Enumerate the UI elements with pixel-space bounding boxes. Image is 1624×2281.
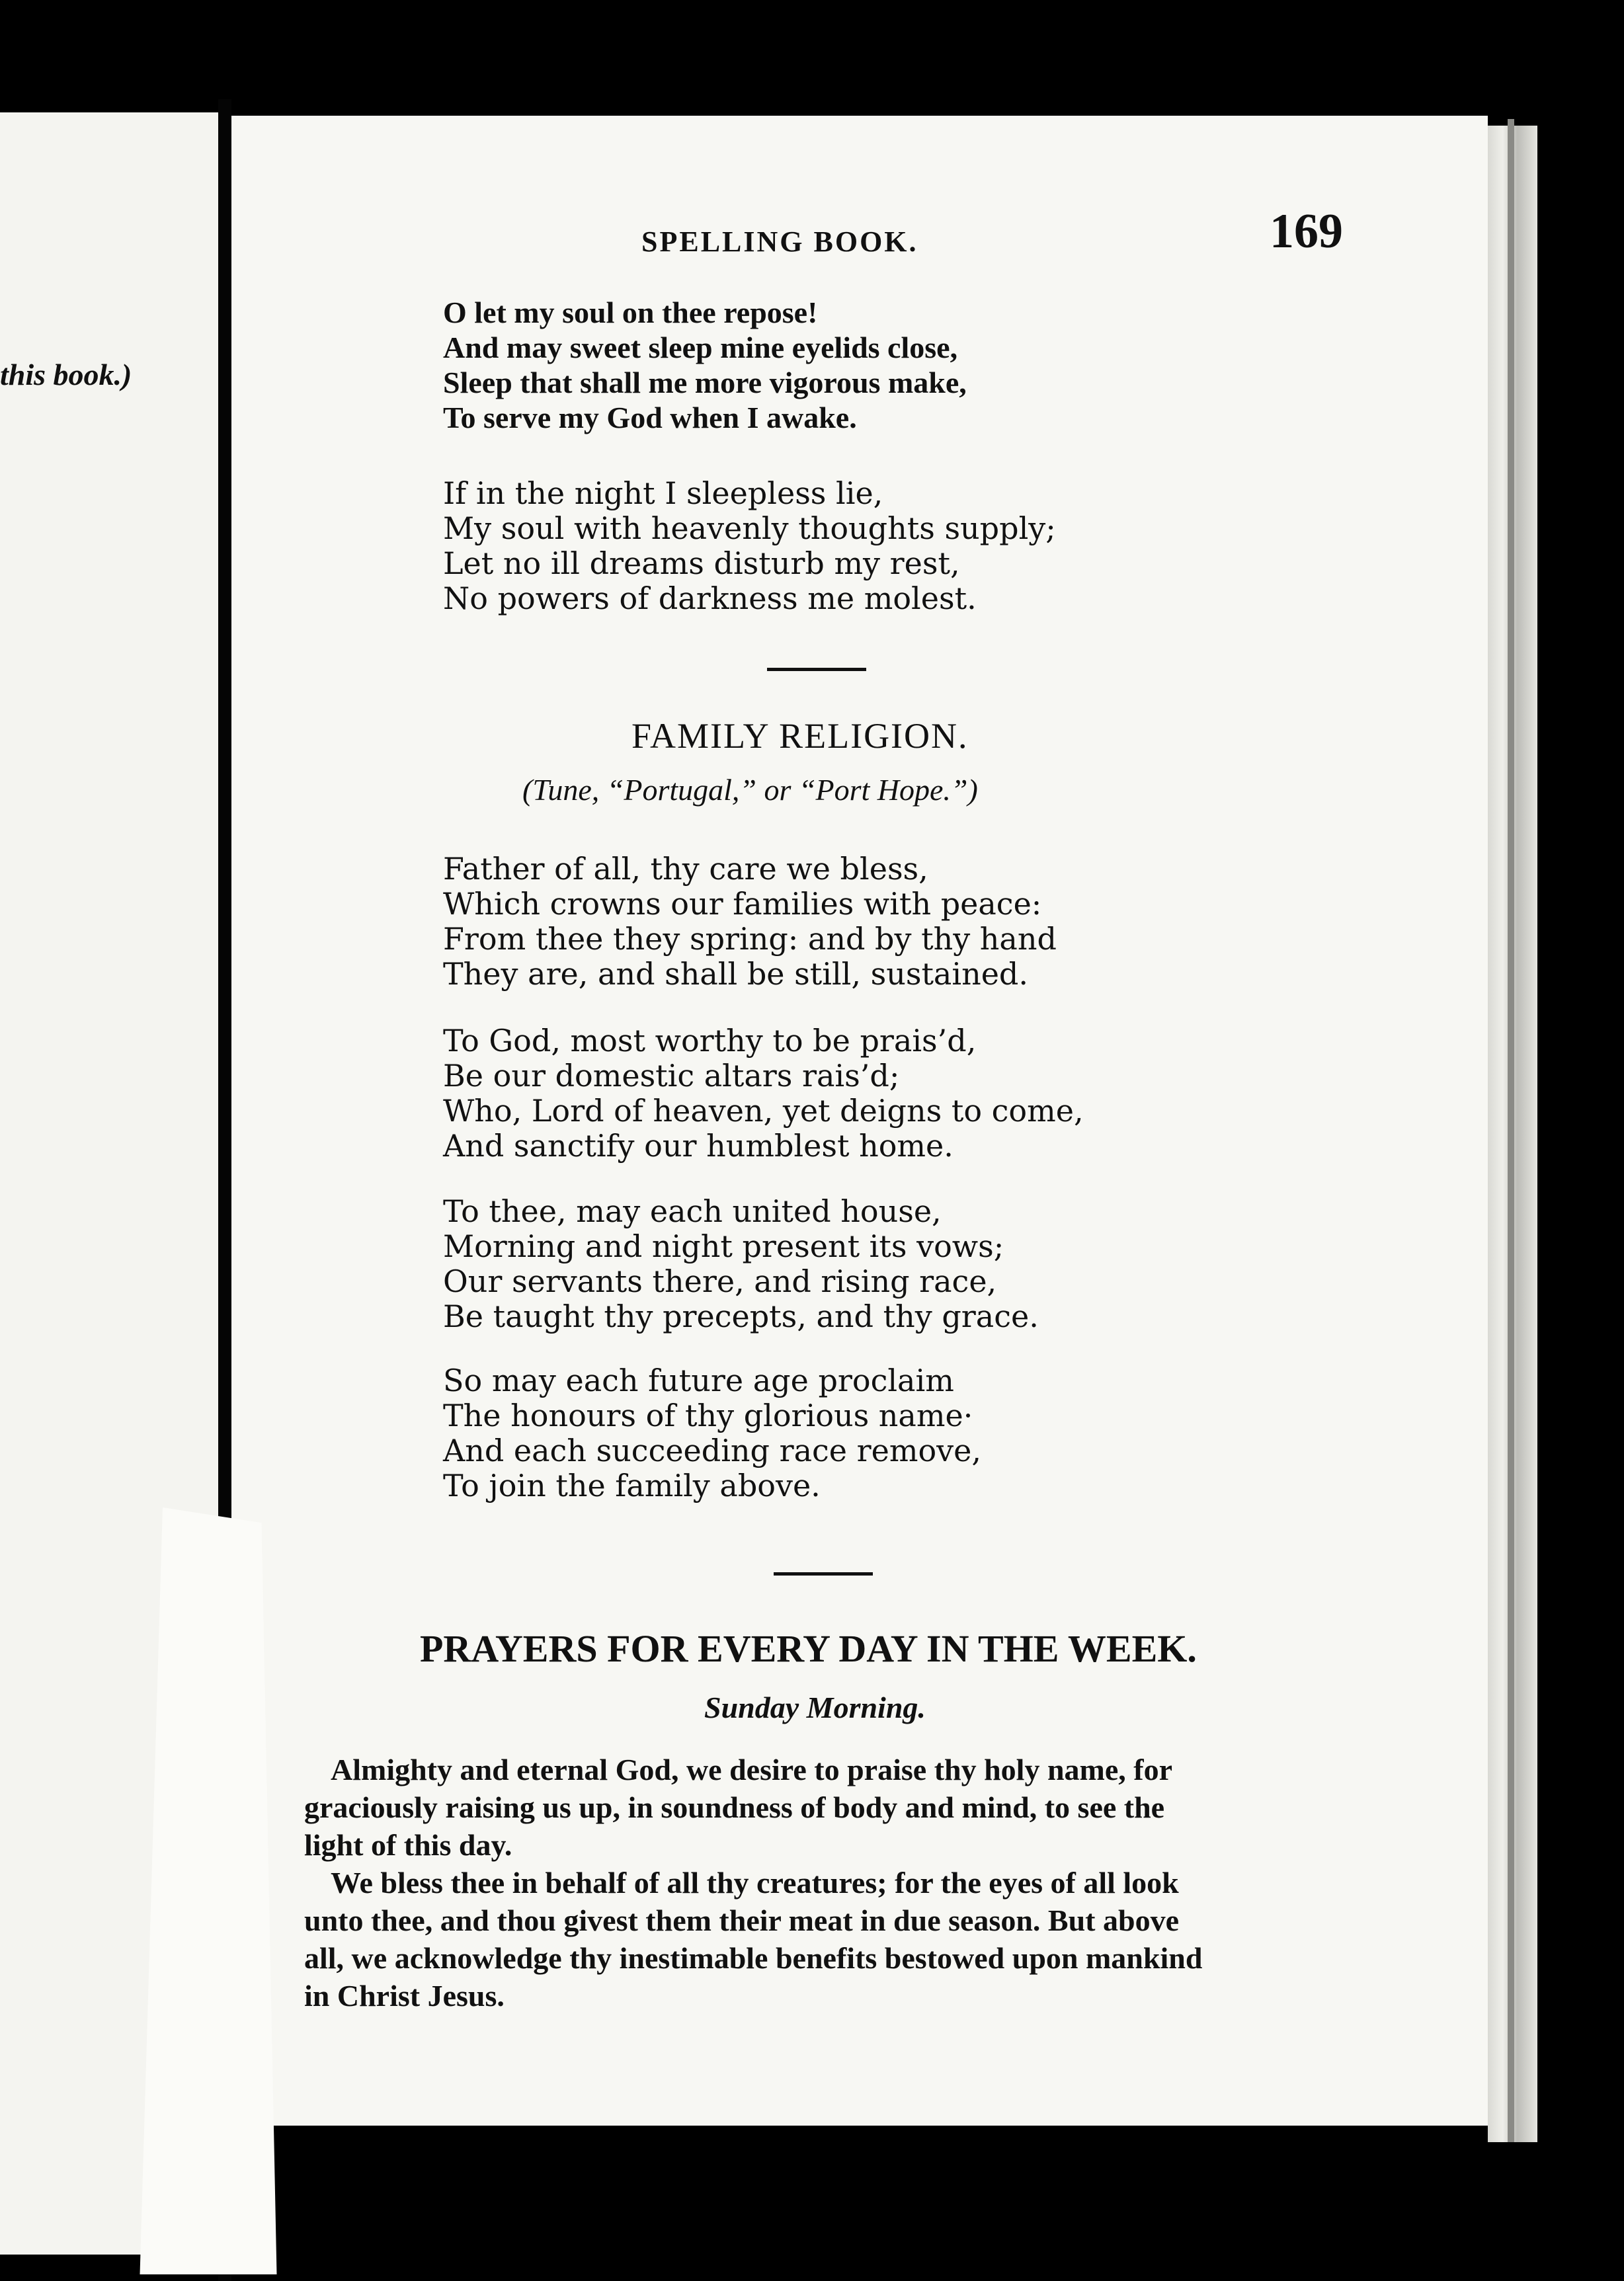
verse-line: To join the family above. <box>443 1468 821 1503</box>
verse-line: Which crowns our families with peace: <box>443 886 1042 922</box>
prose-line: in Christ Jesus. <box>304 1979 505 2013</box>
hymn-stanza <box>443 476 1056 616</box>
prose-line: unto thee, and thou givest them their meat in due season. But above <box>304 1903 1179 1937</box>
verse-line: From thee they spring: and by thy hand <box>443 921 1057 957</box>
prayers-title: PRAYERS FOR EVERY DAY IN THE WEEK. <box>420 1627 1197 1670</box>
prose-line: Almighty and eternal God, we desire to praise thy holy name, for <box>331 1753 1173 1786</box>
verse-line: Let no ill dreams disturb my rest, <box>443 545 960 581</box>
prose-line: light of this day. <box>304 1828 512 1862</box>
verse-line: If in the night I sleepless lie, <box>443 475 883 511</box>
section-rule <box>774 1572 873 1576</box>
verse-line: To thee, may each united house, <box>443 1193 942 1229</box>
hymn-stanza <box>443 295 967 435</box>
verse-line: No powers of darkness me molest. <box>443 580 977 616</box>
verse-line: And sanctify our humblest home. <box>443 1128 954 1164</box>
verse-line: My soul with heavenly thoughts supply; <box>443 510 1056 546</box>
verse-line: Who, Lord of heaven, yet deigns to come, <box>443 1093 1084 1129</box>
verse-line: They are, and shall be still, sustained. <box>443 956 1028 992</box>
page-number: 169 <box>1270 204 1343 259</box>
section-rule <box>767 668 866 671</box>
verse-line: And may sweet sleep mine eyelids close, <box>443 331 958 364</box>
verse-line: To God, most worthy to be prais’d, <box>443 1023 977 1059</box>
verse-line: The honours of thy glorious name· <box>443 1398 973 1433</box>
verse-line: Be taught thy precepts, and thy grace. <box>443 1299 1039 1334</box>
tune-note: (Tune, “Portugal,” or “Port Hope.”) <box>522 773 978 807</box>
page-edge-shadow <box>1508 119 1514 2142</box>
prose-line: all, we acknowledge thy inestimable benefits bestowed upon mankind <box>304 1941 1203 1975</box>
prose-line: We bless thee in behalf of all thy creatures; for the eyes of all look <box>331 1866 1179 1900</box>
verse-line: O let my soul on thee repose! <box>443 296 818 329</box>
verse-line: Morning and night present its vows; <box>443 1228 1004 1264</box>
hymn-stanza <box>443 1023 1084 1164</box>
verse-line: Father of all, thy care we bless, <box>443 851 928 887</box>
facing-page-fragment: this book.) <box>0 358 132 391</box>
prayer-text <box>304 1751 1362 2015</box>
verse-line: So may each future age proclaim <box>443 1363 954 1398</box>
verse-line: And each succeeding race remove, <box>443 1433 982 1468</box>
verse-line: Our servants there, and rising race, <box>443 1263 997 1299</box>
section-title: FAMILY RELIGION. <box>631 716 969 756</box>
hymn-stanza <box>443 1363 981 1503</box>
running-header: SPELLING BOOK. <box>641 225 918 258</box>
verse-line: Be our domestic altars rais’d; <box>443 1058 900 1094</box>
hymn-stanza <box>443 1194 1039 1334</box>
verse-line: To serve my God when I awake. <box>443 401 857 434</box>
prayer-subheading: Sunday Morning. <box>704 1691 926 1724</box>
hymn-stanza <box>443 852 1057 992</box>
verse-line: Sleep that shall me more vigorous make, <box>443 366 967 399</box>
prose-line: graciously raising us up, in soundness of body and mind, to see the <box>304 1790 1165 1824</box>
